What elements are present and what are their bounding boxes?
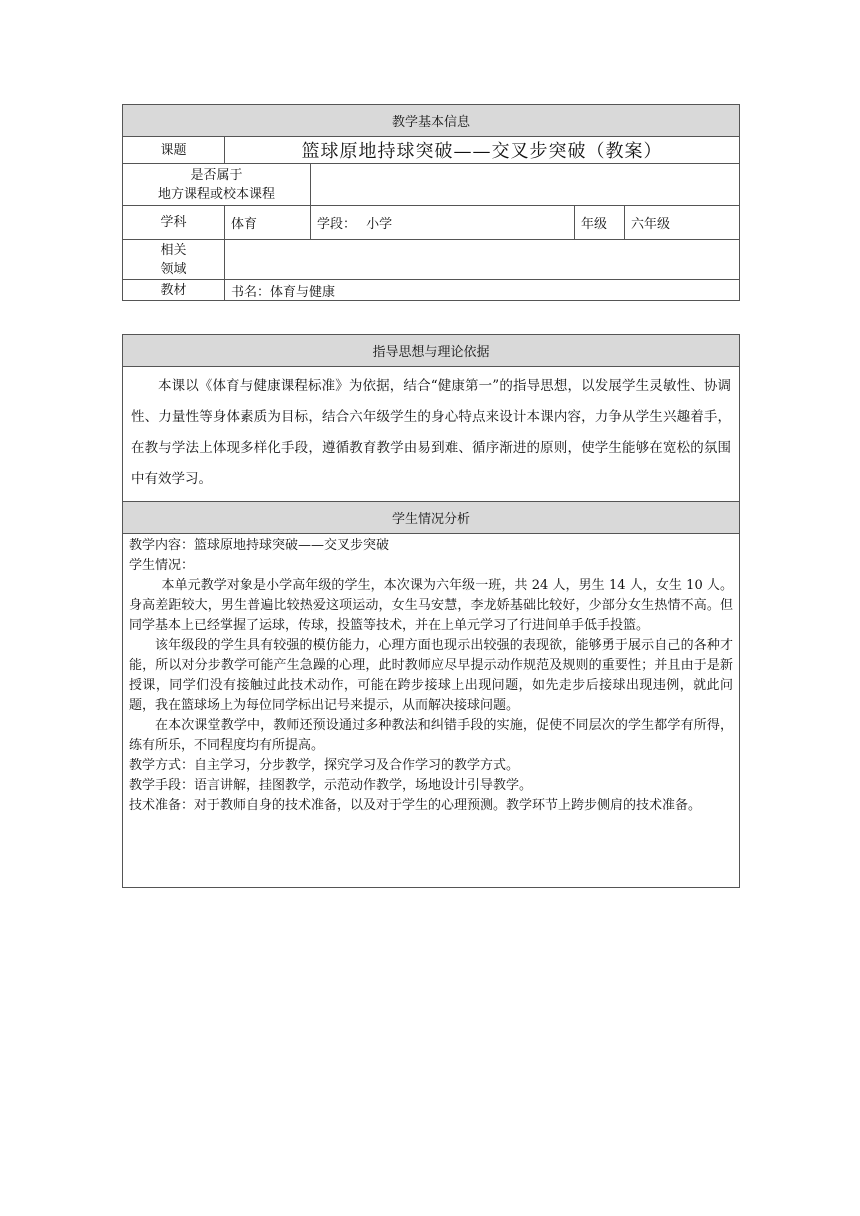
- local-course-label: [123, 164, 311, 206]
- textbook-value: 书名：体育与健康: [225, 280, 740, 301]
- basic-info-table: [122, 104, 740, 301]
- teaching-means-line: 教学手段：语言讲解，挂图教学，示范动作教学，场地设计引导教学。: [129, 778, 533, 793]
- local-course-value: [311, 164, 740, 206]
- guidance-header: 指导思想与理论依据: [123, 335, 740, 367]
- analysis-paragraph-2: 该年级段的学生具有较强的模仿能力，心理方面也现示出较强的表现欲，能够勇于展示自己的各种才能，所以对分步教学可能产生急躁的心理，此时教师应尽早提示动作规范及规则的重要性；并且由于是新授课，同学们没有接触过此技术动作，可能在跨步接球上出现问题，如先走步后接球出现违例，就此问题，我在篮球场上为每位同学标出记号来提示，从而解决接球问题。: [129, 638, 733, 713]
- student-situation-label: 学生情况：: [129, 558, 195, 573]
- grade-label: 年级: [575, 206, 625, 240]
- analysis-paragraph-3: 在本次课堂教学中，教师还预设通过多种教法和纠错手段的实施，促使不同层次的学生都学有所得，练有所乐，不同程度均有所提高。: [129, 718, 733, 753]
- local-course-label-line1: 是否属于: [190, 167, 243, 183]
- subject-label: 学科: [123, 206, 225, 240]
- teaching-content-line: 教学内容：篮球原地持球突破——交叉步突破: [129, 538, 390, 553]
- local-course-label-line2: 地方课程或校本课程: [157, 186, 275, 202]
- grade-value: 六年级: [625, 206, 740, 240]
- topic-value: 篮球原地持球突破——交叉步突破（教案）: [225, 137, 740, 164]
- analysis-header: 学生情况分析: [123, 502, 740, 534]
- stage-value: 小学: [366, 217, 393, 232]
- guidance-analysis-table: [122, 334, 740, 888]
- teaching-method-line: 教学方式：自主学习，分步教学，探究学习及合作学习的教学方式。: [129, 758, 520, 773]
- textbook-label: 教材: [123, 280, 225, 301]
- stage-cell: [311, 206, 575, 240]
- guidance-body: [123, 367, 740, 502]
- subject-value: 体育: [225, 206, 311, 240]
- guidance-text: 本课以《体育与健康课程标准》为依据，结合“健康第一”的指导思想，以发展学生灵敏性、协调性、力量性等身体素质为目标，结合六年级学生的身心特点来设计本课内容，力争从学生兴趣着手，在教与学法上体现多样化手段，遵循教育教学由易到难、循序渐进的原则，使学生能够在宽松的氛围中有效学习。: [131, 378, 731, 487]
- field-label-line1: 相关: [160, 242, 187, 258]
- field-label: [123, 240, 225, 280]
- basic-info-header: 教学基本信息: [123, 105, 740, 137]
- field-label-line2: 领域: [160, 261, 187, 277]
- topic-label: 课题: [123, 137, 225, 164]
- tech-prep-line: 技术准备：对于教师自身的技术准备，以及对于学生的心理预测。教学环节上跨步侧肩的技术准备。: [129, 798, 702, 813]
- field-value: [225, 240, 740, 280]
- analysis-paragraph-1: 本单元教学对象是小学高年级的学生，本次课为六年级一班，共 24 人，男生 14 人，女生 10 人。身高差距较大，男生普遍比较热爱这项运动，女生马安慧，李龙娇基础比较好，少部分女生热情不高。但同学基本上已经掌握了运球，传球，投篮等技术，并在上单元学习了行进间单手低手投篮。: [129, 578, 733, 633]
- analysis-body: [123, 534, 740, 888]
- stage-label: 学段：: [317, 217, 357, 232]
